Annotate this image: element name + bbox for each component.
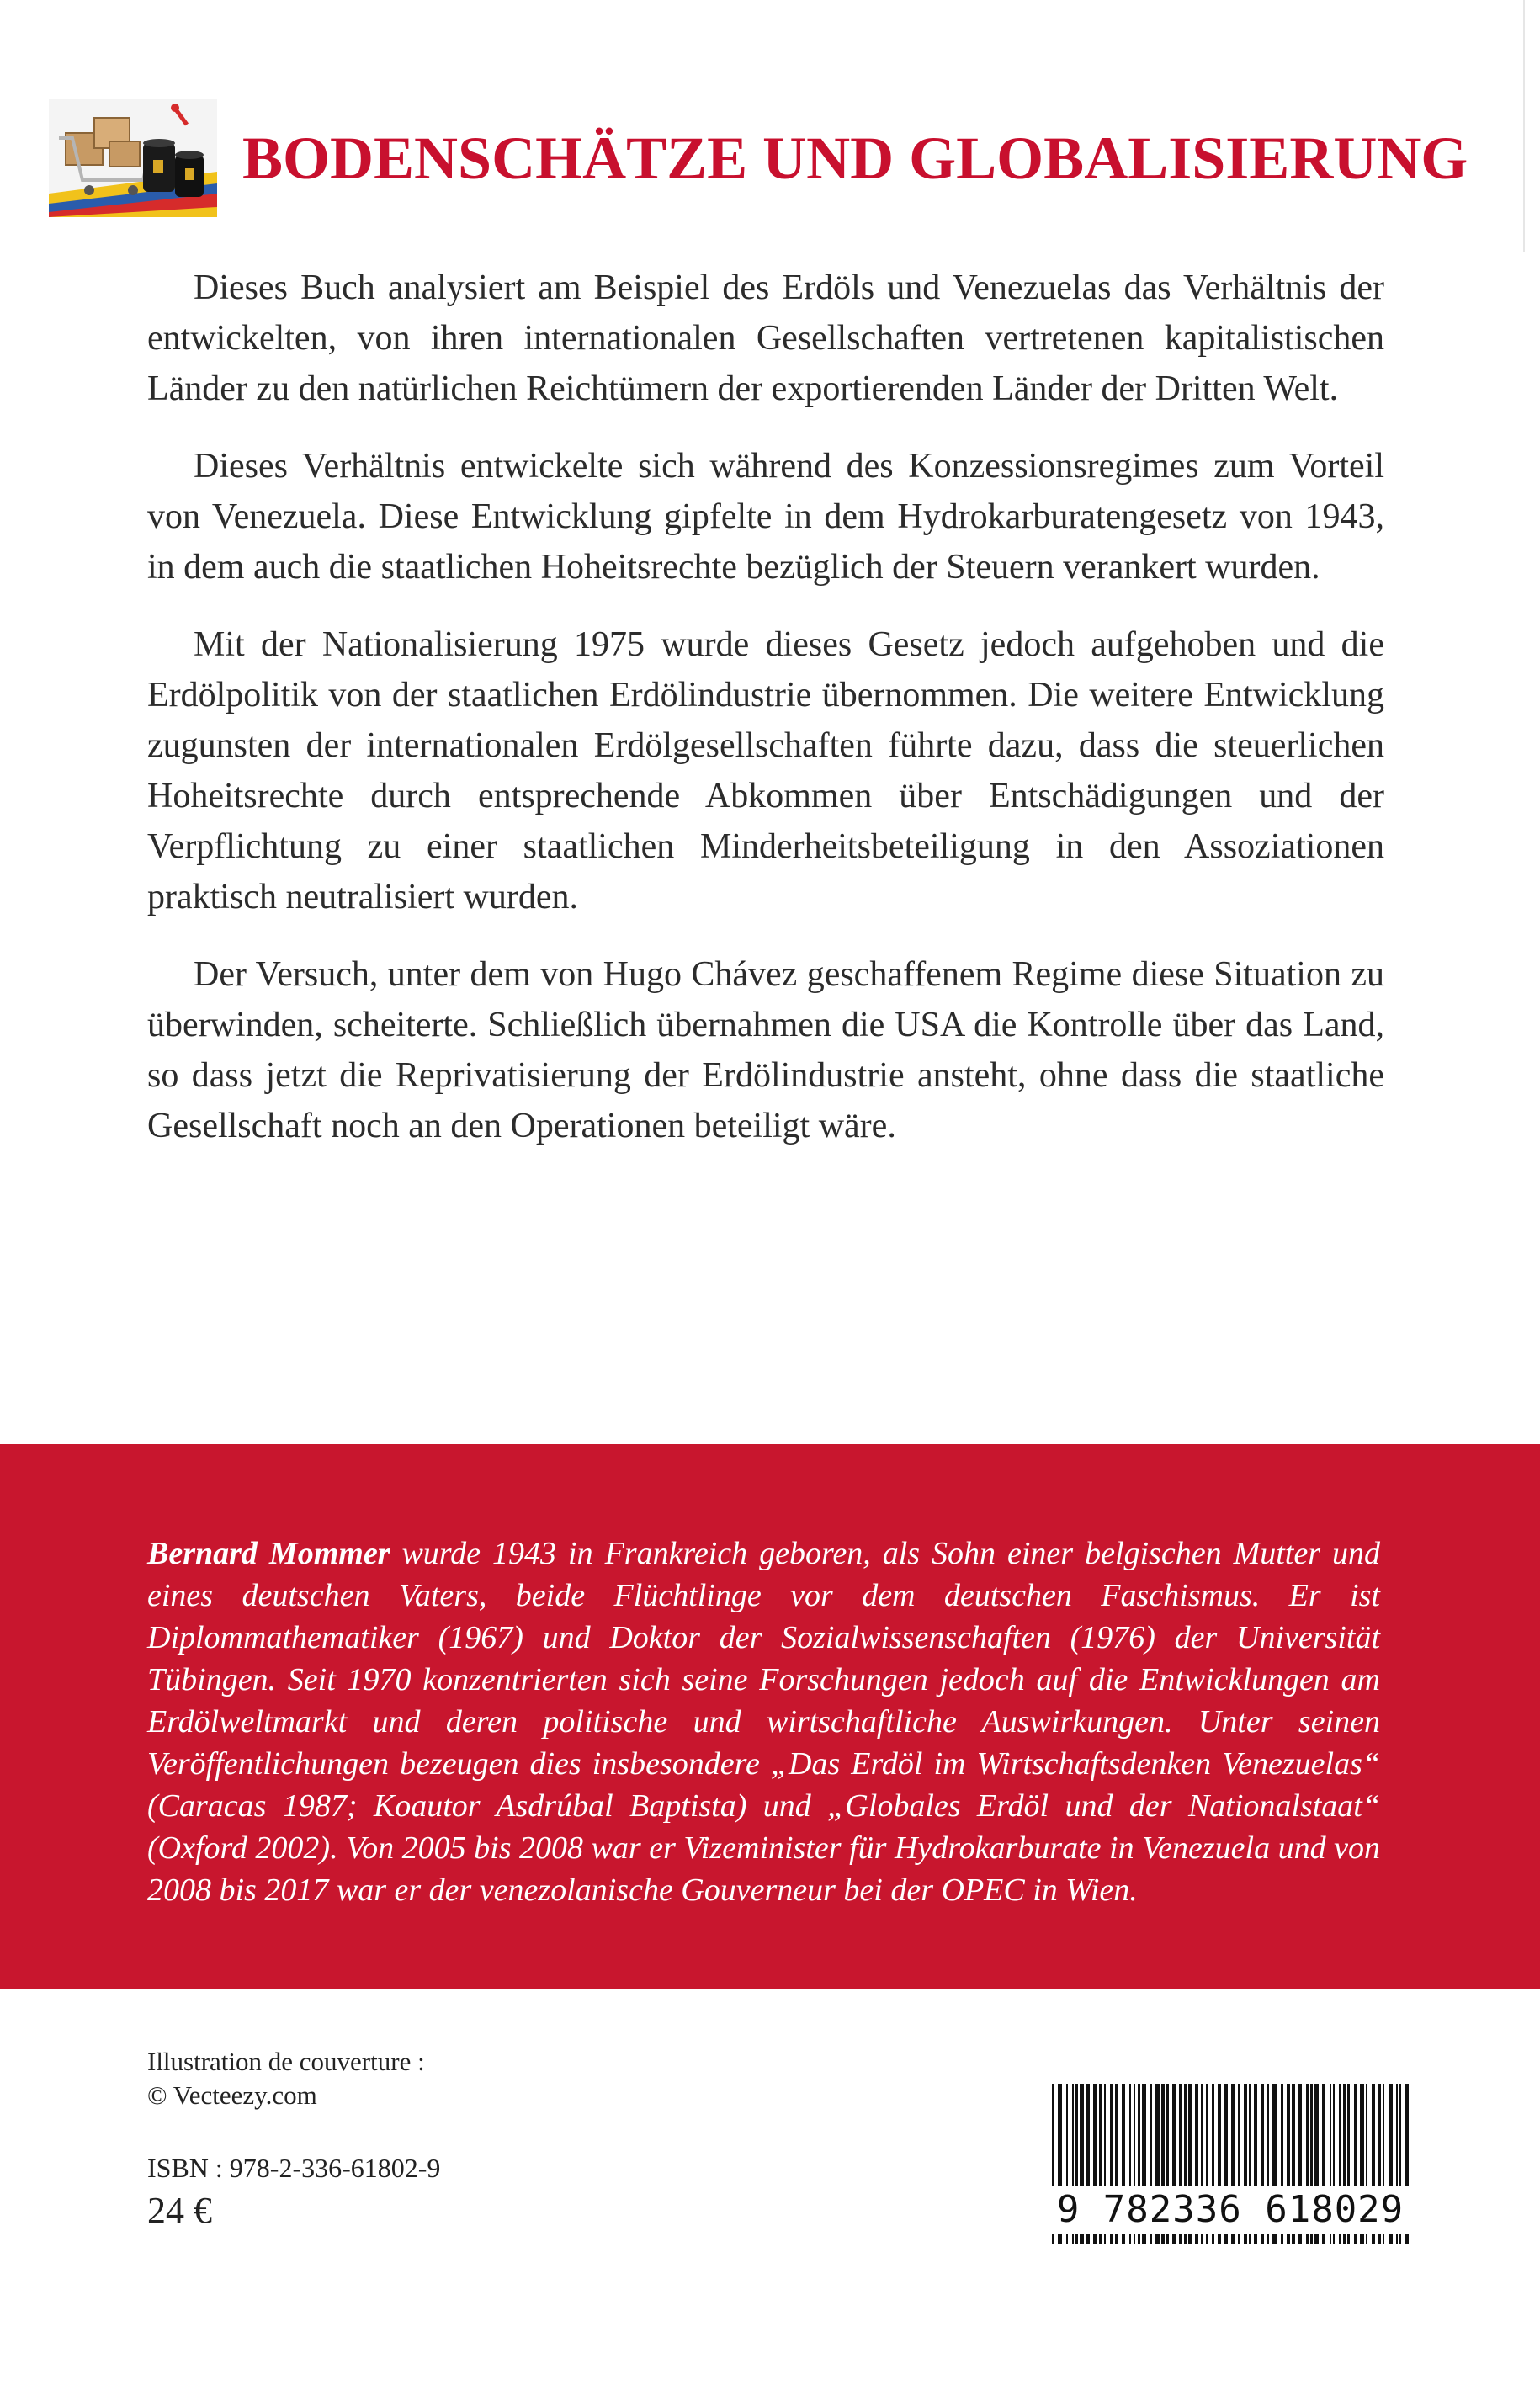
credit-source: © Vecteezy.com <box>147 2080 317 2110</box>
author-bio <box>147 1532 1380 1911</box>
back-cover-blurb <box>147 263 1384 1178</box>
blurb-paragraph: Der Versuch, unter dem von Hugo Chávez geschaffenem Regime diese Situation zu überwinden, scheiterte. Schließlich übernahmen die USA die Kontrolle über das Land, so dass jetzt die Reprivatisierung der Erdölindustrie ansteht, ohne dass die staatliche Gesellschaft noch an den Operationen beteiligt wäre. <box>147 955 1384 1145</box>
blurb-paragraph: Dieses Buch analysiert am Beispiel des Erdöls und Venezuelas das Verhältnis der entwickelten, von ihren internationalen Gesellschaften vertretenen kapitalistischen Länder zu den natürlichen Reichtümern der exportierenden Länder der Dritten Welt. <box>147 268 1384 408</box>
illustration-credit <box>147 2045 425 2112</box>
author-bio-text: wurde 1943 in Frankreich geboren, als Sohn einer belgischen Mutter und eines deutschen Vaters, beide Flüchtlinge vor dem deutschen Faschismus. Er ist Diplommathematiker (1967) und Doktor der Sozialwissenschaften (1976) der Universität Tübingen. Seit 1970 konzentrierten sich seine Forschungen jedoch auf die Entwicklungen am Erdölweltmarkt und deren politische und wirtschaftliche Auswirkungen. Unter seinen Veröffentlichungen bezeugen dies insbesondere „Das Erdöl im Wirtschaftsdenken Venezuelas“ (Caracas 1987; Koautor Asdrúbal Baptista) und „Globales Erdöl und der Nationalstaat“ (Oxford 2002). Von 2005 bis 2008 war er Vizeminister für Hydrokarburate in Venezuela und von 2008 bis 2017 war er der venezolanische Gouverneur bei der OPEC in Wien. <box>147 1536 1380 1908</box>
price-text: 24 € <box>147 2190 212 2231</box>
oil-barrels-shopping-cart-icon <box>49 99 217 217</box>
series-title: BODENSCHÄTZE UND GLOBALISIERUNG <box>242 125 1468 192</box>
barcode-digits: 9 782336 618029 <box>1047 2186 1414 2234</box>
blurb-paragraph: Dieses Verhältnis entwickelte sich während des Konzessionsregimes zum Vorteil von Venezuela. Diese Entwicklung gipfelte in dem Hydrokarburatengesetz von 1943, in dem auch die staatlichen Hoheitsrechte bezüglich der Steuern verankert wurden. <box>147 447 1384 587</box>
isbn-text: ISBN : 978-2-336-61802-9 <box>147 2153 441 2183</box>
page-edge-line <box>1523 0 1525 252</box>
blurb-paragraph: Mit der Nationalisierung 1975 wurde dieses Gesetz jedoch aufgehoben und die Erdölpolitik von der staatlichen Erdölindustrie übernommen. Die weitere Entwicklung zugunsten der internationalen Erdölgesellschaften führte dazu, dass die steuerlichen Hoheitsrechte durch entsprechende Abkommen über Entschädigungen und der Verpflichtung zu einer staatlichen Minderheitsbeteiligung in den Assoziationen praktisch neutralisiert wurden. <box>147 625 1384 916</box>
credit-label: Illustration de couverture : <box>147 2047 425 2076</box>
author-band <box>0 1444 1540 1989</box>
author-name: Bernard Mommer <box>147 1536 390 1571</box>
